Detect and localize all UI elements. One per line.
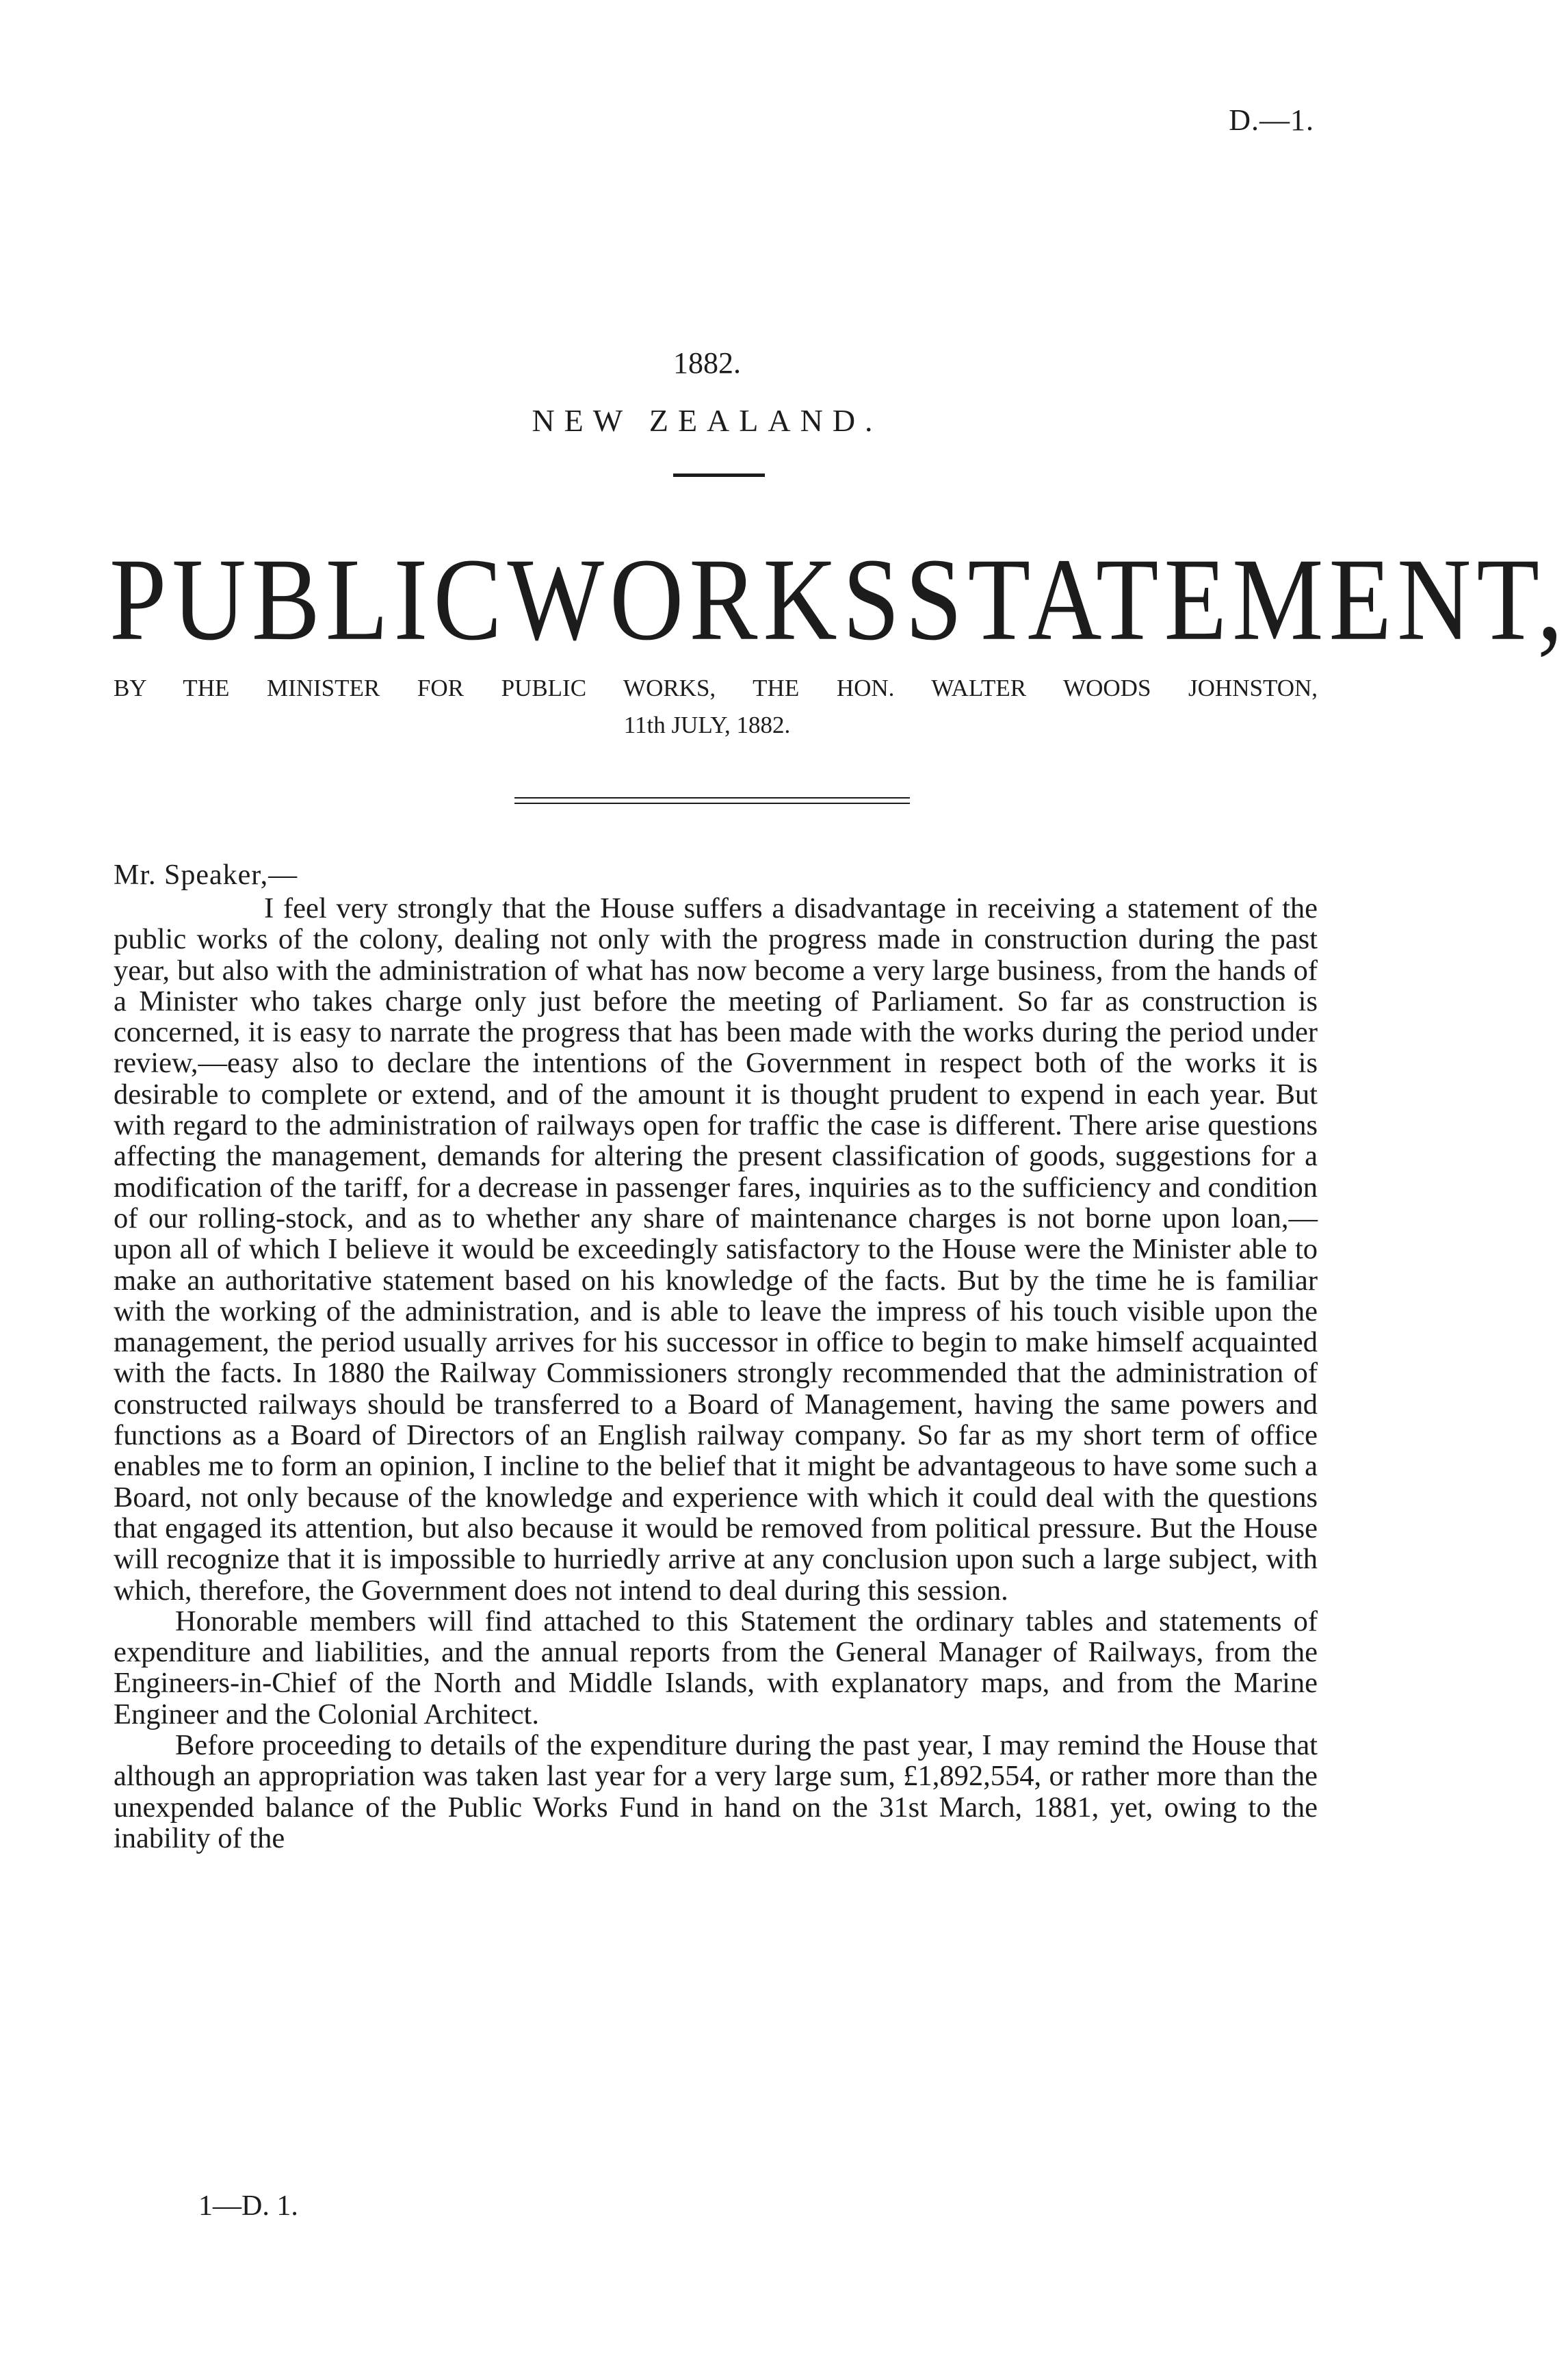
document-reference: D.—1. [1229, 103, 1314, 137]
statement-date: 11th JULY, 1882. [623, 712, 791, 738]
title-word-1: PUBLIC [109, 534, 508, 665]
body-text [114, 893, 1318, 1854]
main-title [109, 534, 1568, 665]
signature-mark: 1—D. 1. [198, 2190, 298, 2222]
paragraph-3: Before proceeding to details of the expenditure during the past year, I may remind the House that although an appropriation was taken last year for a very large sum, £1,892,554, or rather more than the unexpended balance of the Public Works Fund in hand on the 31st March, 1881, yet, owing to the inability of the [114, 1729, 1318, 1854]
byline: BY THE MINISTER FOR PUBLIC WORKS, THE HON. WALTER WOODS JOHNSTON, [114, 675, 1318, 701]
title-word-2: WORKS [507, 534, 906, 665]
salutation: Mr. Speaker,— [114, 859, 298, 891]
title-word-3: STATEMENT, [905, 534, 1568, 665]
double-rule-divider [514, 797, 910, 804]
paragraph-1: I feel very strongly that the House suffers a disadvantage in receiving a statement of the public works of the colony, dealing not only with the progress made in construction during the past year, but also with the administration of what has now become a very large business, from the hands of a Minister who takes charge only just before the meeting of Parliament. So far as construction is concerned, it is easy to narrate the progress that has been made with the works during the period under review,—easy also to declare the intentions of the Government in respect both of the works it is desirable to complete or extend, and of the amount it is thought prudent to expend in each year. But with regard to the administration of railways open for traffic the case is different. There arise questions affecting the management, demands for altering the present classification of goods, suggestions for a modification of the tariff, for a decrease in passenger fares, inquiries as to the sufficiency and condition of our rolling-stock, and as to whether any share of maintenance charges is not borne upon loan,—upon all of which I believe it would be exceedingly satisfactory to the House were the Minister able to make an authoritative statement based on his knowledge of the facts. But by the time he is familiar with the working of the administration, and is able to leave the impress of his touch visible upon the management, the period usually arrives for his successor in office to begin to make himself acquainted with the facts. In 1880 the Railway Commissioners strongly recommended that the administration of constructed railways should be transferred to a Board of Management, having the same powers and functions as a Board of Directors of an English railway company. So far as my short term of office enables me to form an opinion, I incline to the belief that it might be advantageous to have some such a Board, not only because of the knowledge and experience with which it could deal with the questions that engaged its attention, but also because it would be removed from political pressure. But the House will recognize that it is impossible to hurriedly arrive at any conclusion upon such a large subject, with which, therefore, the Government does not intend to deal during this session. [114, 892, 1318, 1607]
country: NEW ZEALAND. [532, 403, 883, 438]
short-rule-divider [673, 474, 765, 477]
paragraph-2: Honorable members will find attached to this Statement the ordinary tables and statements of expenditure and liabilities, and the annual reports from the General Manager of Railways, from the Engineers-in-Chief of the North and Middle Islands, with explanatory maps, and from the Marine Engineer and the Colonial Architect. [114, 1605, 1318, 1730]
year: 1882. [673, 346, 741, 380]
